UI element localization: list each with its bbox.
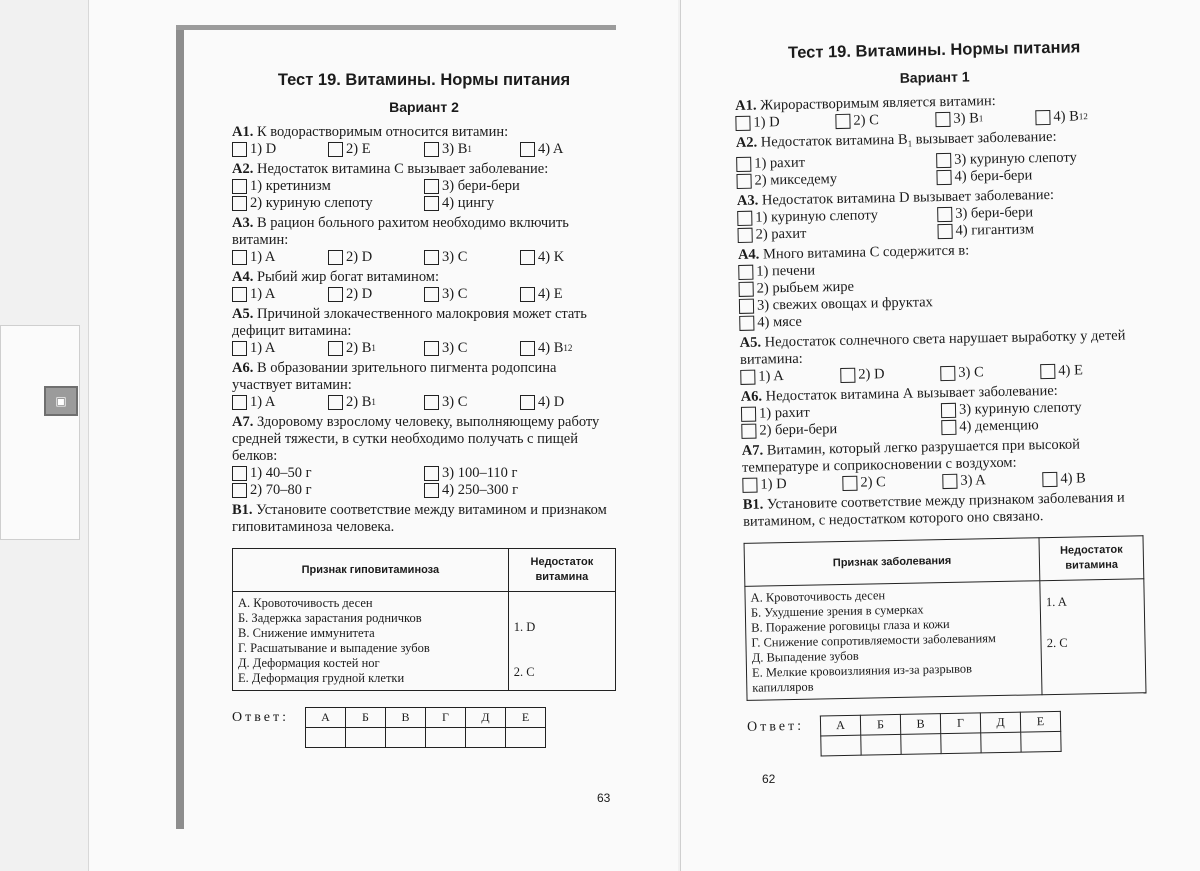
checkbox[interactable]	[835, 114, 850, 129]
checkbox[interactable]	[741, 407, 756, 422]
answer-options	[741, 398, 1142, 440]
checkbox[interactable]	[232, 341, 247, 356]
checkbox[interactable]	[737, 211, 752, 226]
answer-options	[736, 148, 1137, 190]
checkbox[interactable]	[739, 299, 754, 314]
checkbox[interactable]	[232, 179, 247, 194]
option[interactable]	[936, 165, 1136, 186]
answer-cell[interactable]	[861, 734, 901, 755]
option[interactable]	[424, 249, 520, 266]
answer-letter: В	[385, 708, 425, 728]
option-label: 4) 250–300 г	[442, 482, 519, 498]
option-label: 2) C	[860, 474, 886, 491]
option-label: 1) куриную слепоту	[755, 207, 879, 226]
option[interactable]	[735, 113, 835, 132]
variant-title: Вариант 1	[899, 68, 970, 86]
option-label: 3) куриную слепоту	[958, 399, 1082, 418]
option[interactable]	[1035, 107, 1135, 126]
question-text: Установите соответствие между витамином и признаком гиповитаминоза человека.	[232, 502, 607, 535]
question	[232, 269, 616, 286]
answer-block	[747, 709, 1148, 758]
option[interactable]	[328, 141, 424, 158]
checkbox[interactable]	[520, 287, 535, 302]
option[interactable]	[232, 465, 424, 482]
question-text: Много витамина С содержится в:	[762, 242, 970, 263]
checkbox[interactable]	[1042, 472, 1057, 487]
answer-label: Ответ:	[746, 718, 805, 735]
question-number: A5.	[739, 334, 762, 351]
option-label: 3) бери-бери	[955, 204, 1034, 222]
answer-letter: Е	[505, 708, 545, 728]
page-number: 63	[597, 791, 611, 805]
option-label: 4) мясе	[757, 313, 803, 331]
option[interactable]	[1042, 469, 1142, 488]
option[interactable]	[232, 178, 424, 195]
answer-letter: А	[305, 708, 345, 728]
question-text: Жирорастворимым является витамин:	[759, 92, 996, 114]
question	[232, 124, 616, 141]
film-icon: ▣	[44, 386, 78, 416]
checkbox[interactable]	[424, 196, 439, 211]
checkbox[interactable]	[424, 142, 439, 157]
checkbox[interactable]	[424, 250, 439, 265]
answer-options	[232, 340, 616, 357]
question	[743, 489, 1144, 531]
question-text: Недостаток витамина А вызывает заболевание:	[765, 382, 1058, 405]
answer-cell[interactable]	[901, 734, 941, 755]
scan-edge	[0, 325, 80, 540]
option-label: 2) рыбьем жире	[756, 278, 855, 297]
option[interactable]	[328, 249, 424, 266]
answer-letter: В	[900, 714, 940, 735]
question-text: Недостаток солнечного света нарушает выработку у детей витамина:	[739, 327, 1126, 368]
sign-item: Е. Мелкие кровоизлияния из-за разрывов капилляров	[751, 661, 973, 695]
checkbox[interactable]	[424, 341, 439, 356]
sign-item: А. Кровоточивость десен	[238, 596, 373, 610]
question-number: A5.	[232, 306, 254, 322]
question-number: A4.	[232, 269, 254, 285]
matching-table	[744, 535, 1147, 701]
subscript: 1	[467, 144, 472, 154]
option-label: 2) C	[853, 112, 879, 129]
checkbox[interactable]	[936, 153, 951, 168]
question-text: К водорастворимым относится витамин:	[256, 124, 509, 140]
option-label: 1) кретинизм	[250, 178, 331, 194]
option[interactable]	[520, 394, 616, 411]
option[interactable]	[520, 249, 616, 266]
option[interactable]	[1040, 361, 1140, 380]
question-number: A1.	[232, 124, 254, 140]
answer-cell[interactable]	[465, 728, 505, 748]
option-label: 2) D	[346, 286, 373, 302]
sign-item: Г. Расшатывание и выпадение зубов	[238, 641, 430, 655]
answer-cell[interactable]	[981, 732, 1021, 753]
subscript: 12	[563, 343, 573, 353]
option-label: 3) C	[442, 249, 468, 265]
question-number: A2.	[232, 161, 254, 177]
option[interactable]	[424, 340, 520, 357]
answer-options	[232, 394, 616, 411]
option-label: 2) бери-бери	[759, 421, 838, 439]
option[interactable]	[232, 286, 328, 303]
question	[232, 215, 616, 249]
checkbox[interactable]	[935, 112, 950, 127]
answer-cell[interactable]	[821, 735, 861, 756]
option-label: 3) A	[960, 472, 986, 489]
subscript: 1	[371, 343, 376, 353]
checkbox[interactable]	[424, 287, 439, 302]
question-text: Витамин, который легко разрушается при высокой температуре и соприкосновении с воздухом:	[741, 436, 1081, 476]
answer-label: Ответ:	[232, 710, 289, 725]
answer-letter: Г	[940, 713, 980, 734]
checkbox[interactable]	[328, 287, 343, 302]
variant-title: Вариант 2	[389, 99, 459, 115]
option[interactable]	[328, 286, 424, 303]
checkbox[interactable]	[424, 483, 439, 498]
checkbox[interactable]	[232, 250, 247, 265]
question-text: вызывает заболевание:	[915, 128, 1057, 148]
answer-options	[232, 286, 616, 303]
checkbox[interactable]	[736, 157, 751, 172]
checkbox[interactable]	[328, 250, 343, 265]
checkbox[interactable]	[232, 196, 247, 211]
option-label: 3) C	[442, 286, 468, 302]
sign-item: В. Поражение роговицы глаза и кожи	[751, 616, 950, 635]
option-label: 1) рахит	[754, 154, 806, 172]
sign-item: А. Кровоточивость десен	[750, 588, 886, 605]
checkbox[interactable]	[940, 366, 955, 381]
question-text: Здоровому взрослому человеку, выполняющему работу средней тяжести, в сутки необходимо получать с пищей белков:	[232, 414, 600, 464]
checkbox[interactable]	[232, 287, 247, 302]
checkbox[interactable]	[1040, 364, 1055, 379]
question-number: B1.	[742, 496, 764, 513]
option-label: 3) куриную слепоту	[954, 149, 1077, 168]
question-number: A7.	[741, 442, 764, 459]
page-title: Тест 19. Витамины. Нормы питания	[277, 71, 571, 89]
answer-letter: Г	[425, 708, 465, 728]
option-label: 4) E	[1058, 362, 1084, 379]
checkbox[interactable]	[520, 142, 535, 157]
checkbox[interactable]	[232, 142, 247, 157]
option-label: 2) рахит	[755, 225, 807, 243]
def-item: 2. C	[1046, 635, 1068, 651]
option[interactable]	[328, 340, 424, 357]
question-number: A6.	[740, 388, 763, 405]
left-page-margin-bar	[176, 25, 184, 829]
option-label: 4) A	[538, 141, 564, 157]
checkbox[interactable]	[941, 403, 956, 418]
option-label: 3) свежих овощах и фруктах	[756, 294, 933, 314]
left-page-content	[232, 72, 616, 748]
answer-cell[interactable]	[425, 728, 465, 748]
option-label: 1) A	[758, 368, 784, 385]
option[interactable]	[835, 111, 935, 130]
sign-item: Д. Выпадение зубов	[751, 648, 859, 665]
question-text: Недостаток витамина С вызывает заболевание:	[256, 161, 549, 177]
checkbox[interactable]	[232, 483, 247, 498]
checkbox[interactable]	[942, 474, 957, 489]
question-number: A1.	[734, 97, 757, 114]
checkbox[interactable]	[1035, 110, 1050, 125]
option[interactable]	[328, 394, 424, 411]
option-label: 3) B	[953, 110, 979, 127]
option[interactable]	[742, 475, 842, 494]
checkbox[interactable]	[937, 224, 952, 239]
checkbox[interactable]	[842, 476, 857, 491]
option-label: 1) рахит	[758, 404, 810, 422]
question-number: A3.	[232, 215, 254, 231]
option[interactable]	[232, 482, 424, 499]
option[interactable]	[424, 195, 616, 212]
subscript: 12	[1078, 111, 1088, 122]
option[interactable]	[840, 365, 940, 384]
checkbox[interactable]	[424, 466, 439, 481]
option-label: 1) A	[250, 249, 276, 265]
option-label: 3) 100–110 г	[442, 465, 518, 481]
option[interactable]	[737, 223, 937, 244]
answer-table	[820, 711, 1062, 757]
signs-cell	[233, 592, 509, 691]
checkbox[interactable]	[424, 179, 439, 194]
answer-letter: Д	[980, 712, 1020, 733]
checkbox[interactable]	[232, 466, 247, 481]
option[interactable]	[424, 465, 616, 482]
checkbox[interactable]	[941, 420, 956, 435]
option[interactable]	[424, 178, 616, 195]
sign-item: Г. Снижение сопротивляемости заболеваниям	[751, 631, 997, 650]
option-label: 4) B	[1060, 470, 1086, 487]
checkbox[interactable]	[424, 395, 439, 410]
answer-letter: Е	[1020, 711, 1060, 732]
option-label: 2) куриную слепоту	[250, 195, 373, 211]
option-label: 2) D	[858, 366, 885, 383]
option[interactable]	[942, 471, 1042, 490]
answer-cell[interactable]	[1021, 731, 1061, 752]
option-label: 2) 70–80 г	[250, 482, 312, 498]
option-label: 4) B	[538, 340, 564, 356]
option-label: 1) D	[753, 114, 780, 131]
def-item: 1. D	[513, 620, 536, 634]
column-header: Признак заболевания	[744, 538, 1040, 587]
checkbox[interactable]	[936, 170, 951, 185]
option-label: 4) бери-бери	[954, 167, 1033, 185]
option[interactable]	[940, 363, 1040, 382]
signs-cell	[745, 581, 1042, 701]
option[interactable]	[232, 394, 328, 411]
checkbox[interactable]	[735, 116, 750, 131]
checkbox[interactable]	[328, 395, 343, 410]
right-page-content	[734, 38, 1148, 758]
question-number: A2.	[735, 134, 758, 151]
option[interactable]	[736, 169, 936, 190]
sign-item: Б. Задержка зарастания родничков	[238, 611, 422, 625]
option[interactable]	[941, 415, 1141, 436]
column-header: Недостаток витамина	[1039, 536, 1144, 581]
question	[232, 502, 616, 536]
checkbox[interactable]	[740, 370, 755, 385]
checkbox[interactable]	[328, 341, 343, 356]
checkbox[interactable]	[232, 395, 247, 410]
option-label: 1) A	[250, 394, 276, 410]
option-label: 3) C	[442, 340, 468, 356]
option-label: 1) A	[250, 286, 276, 302]
question-number: A3.	[736, 192, 759, 209]
option-label: 2) микседему	[754, 171, 838, 189]
question-number: B1.	[232, 502, 253, 518]
question-text: Установите соответствие между признаком заболевания и витамином, с недостатком которого оно связано.	[742, 489, 1125, 530]
checkbox[interactable]	[520, 341, 535, 356]
checkbox[interactable]	[742, 478, 757, 493]
question-number: A7.	[232, 414, 254, 430]
option-label: 2) B	[346, 394, 372, 410]
option-label: 2) E	[346, 141, 371, 157]
option-label: 4) E	[538, 286, 563, 302]
subscript: 1	[907, 138, 913, 149]
option-label: 1) печени	[756, 262, 816, 280]
option[interactable]	[232, 340, 328, 357]
answer-cell[interactable]	[385, 728, 425, 748]
option-label: 4) цингу	[442, 195, 495, 211]
checkbox[interactable]	[739, 316, 754, 331]
subscript: 1	[371, 397, 376, 407]
option-label: 3) C	[442, 394, 468, 410]
sign-item: Е. Деформация грудной клетки	[238, 671, 405, 685]
subscript: 1	[978, 113, 984, 124]
answer-letter: А	[820, 715, 860, 736]
sign-item: Д. Деформация костей ног	[238, 656, 380, 670]
option[interactable]	[935, 109, 1035, 128]
option[interactable]	[520, 286, 616, 303]
checkbox[interactable]	[736, 174, 751, 189]
answer-block	[232, 707, 616, 748]
answer-cell[interactable]	[505, 728, 545, 748]
option-label: 4) D	[538, 394, 565, 410]
answer-options	[232, 141, 616, 158]
answer-letter: Д	[465, 708, 505, 728]
answer-table	[305, 707, 546, 748]
sign-item: Б. Ухудшение зрения в сумерках	[750, 602, 924, 620]
option-label: 3) C	[958, 364, 984, 381]
option-label: 3) B	[442, 141, 468, 157]
option[interactable]	[424, 482, 616, 499]
answer-cell[interactable]	[305, 728, 345, 748]
option[interactable]	[424, 394, 520, 411]
question-text: В образовании зрительного пигмента родопсина участвует витамин:	[232, 360, 557, 393]
option[interactable]	[520, 141, 616, 158]
checkbox[interactable]	[738, 265, 753, 280]
question-text: Рыбий жир богат витамином:	[256, 269, 439, 285]
defs-cell	[1040, 579, 1146, 695]
option-label: 3) бери-бери	[442, 178, 520, 194]
checkbox[interactable]	[840, 368, 855, 383]
question	[232, 306, 616, 340]
answer-options	[232, 465, 616, 499]
question-text: Причиной злокачественного малокровия может стать дефицит витамина:	[232, 306, 587, 339]
option[interactable]	[740, 367, 840, 386]
question-text: Недостаток витамина D вызывает заболевание:	[761, 186, 1055, 209]
option[interactable]	[424, 286, 520, 303]
answer-letter: Б	[860, 714, 900, 735]
checkbox[interactable]	[737, 228, 752, 243]
option-label: 4) гигантизм	[955, 221, 1035, 239]
question-text: В рацион больного рахитом необходимо включить витамин:	[232, 215, 569, 248]
question	[232, 360, 616, 394]
option[interactable]	[232, 195, 424, 212]
option-label: 4) K	[538, 249, 565, 265]
option[interactable]	[424, 141, 520, 158]
answer-options	[738, 256, 1139, 332]
column-header: Недостаток витамина	[508, 549, 615, 592]
checkbox[interactable]	[937, 207, 952, 222]
checkbox[interactable]	[328, 142, 343, 157]
option[interactable]	[937, 219, 1137, 240]
answer-options	[737, 202, 1138, 244]
option-label: 2) D	[346, 249, 373, 265]
left-page-top-bar	[176, 25, 616, 30]
checkbox[interactable]	[741, 424, 756, 439]
question-number: A4.	[737, 246, 760, 263]
answer-cell[interactable]	[941, 733, 981, 754]
option-label: 1) D	[250, 141, 277, 157]
page-title: Тест 19. Витамины. Нормы питания	[787, 38, 1081, 62]
answer-options	[232, 178, 616, 212]
page-number: 62	[762, 772, 776, 786]
question	[232, 414, 616, 465]
option-label: 2) B	[346, 340, 372, 356]
option[interactable]	[842, 473, 942, 492]
option[interactable]	[232, 249, 328, 266]
option-label: 1) D	[760, 476, 787, 493]
question-number: A6.	[232, 360, 254, 376]
checkbox[interactable]	[739, 282, 754, 297]
checkbox[interactable]	[520, 250, 535, 265]
option-label: 1) 40–50 г	[250, 465, 312, 481]
defs-cell	[508, 592, 615, 691]
answer-cell[interactable]	[345, 728, 385, 748]
option[interactable]	[520, 340, 616, 357]
answer-letter: Б	[345, 708, 385, 728]
def-item: 1. A	[1045, 594, 1067, 610]
answer-options	[232, 249, 616, 266]
option[interactable]	[232, 141, 328, 158]
option-label: 1) A	[250, 340, 276, 356]
checkbox[interactable]	[520, 395, 535, 410]
matching-table	[232, 548, 616, 691]
option[interactable]	[741, 419, 941, 440]
sign-item: В. Снижение иммунитета	[238, 626, 375, 640]
question-text: Недостаток витамина B	[760, 131, 908, 151]
column-header: Признак гиповитаминоза	[233, 549, 509, 592]
def-item: 2. C	[513, 665, 535, 679]
question	[232, 161, 616, 178]
option-label: 4) деменцию	[959, 417, 1039, 435]
option-label: 4) B	[1053, 108, 1079, 125]
